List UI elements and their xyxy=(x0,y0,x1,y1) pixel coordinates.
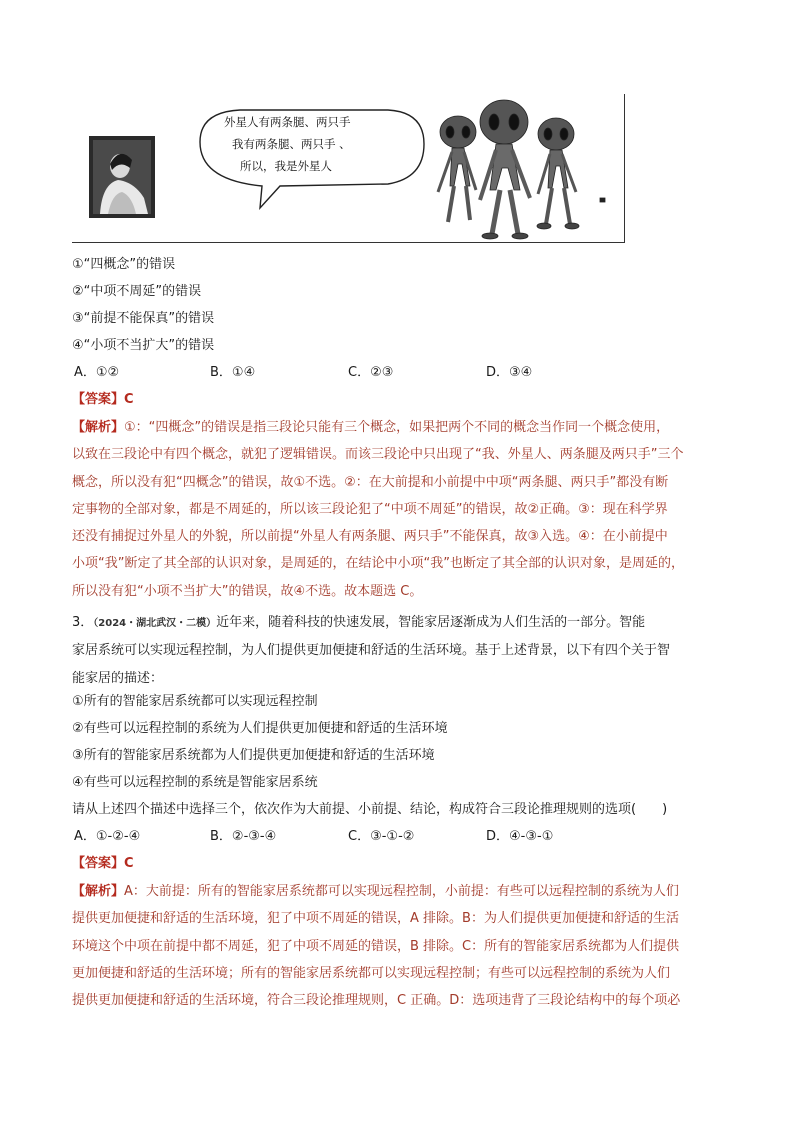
stem-line: 家居系统可以实现远程控制，为人们提供更加便捷和舒适的生活环境。基于上述背景，以下有四个关于智 xyxy=(72,643,671,659)
analysis-line: 提供更加便捷和舒适的生活环境，符合三段论推理规则，C 正确。D：选项违背了三段论结构中的每个项必 xyxy=(72,993,681,1009)
q2-item: ②“中项不周延”的错误 xyxy=(72,284,202,299)
q3-item: ②有些可以远程控制的系统为人们提供更加便捷和舒适的生活环境 xyxy=(72,721,448,736)
analysis-line: 以致在三段论中有四个概念，就犯了逻辑错误。而该三段论中只出现了“我、外星人、两条腿及两只手”三个 xyxy=(72,447,684,463)
q2-item: ④“小项不当扩大”的错误 xyxy=(72,338,215,353)
analysis-line: 小项“我”断定了其全部的认识对象，是周延的，在结论中小项“我”也断定了其全部的认识对象，是周延的， xyxy=(72,556,684,572)
option-d: D．④-③-① xyxy=(486,829,554,844)
analysis-line: ①：“四概念”的错误是指三段论只能有三个概念，如果把两个不同的概念当作同一个概念使用， xyxy=(124,420,670,435)
analysis-line: 提供更加便捷和舒适的生活环境，犯了中项不周延的错误，A 排除。B：为人们提供更加便捷和舒适的生活 xyxy=(72,911,679,927)
q3-item: ①所有的智能家居系统都可以实现远程控制 xyxy=(72,694,318,709)
option-b: B．②-③-④ xyxy=(210,829,277,844)
q3-analysis xyxy=(72,878,724,1014)
stem-line: 近年来，随着科技的快速发展，智能家居逐渐成为人们生活的一部分。智能 xyxy=(216,615,646,630)
person-photo xyxy=(89,136,155,218)
stem-line: 能家居的描述： xyxy=(72,670,164,686)
speech-line: 外星人有两条腿、两只手 xyxy=(224,115,351,129)
analysis-line: 所以没有犯“小项不当扩大”的错误，故④不选。故本题选 C。 xyxy=(72,583,423,599)
cartoon-figure xyxy=(72,94,625,243)
speech-line: 我有两条腿、两只手 、 xyxy=(232,137,351,151)
speech-line: 所以，我是外星人 xyxy=(240,159,332,173)
analysis-line: 更加便捷和舒适的生活环境；所有的智能家居系统都可以实现远程控制；有些可以远程控制的系统为人们 xyxy=(72,965,671,981)
question-number: 3． xyxy=(72,615,94,630)
q3-stem xyxy=(72,609,724,692)
aliens-illustration xyxy=(438,100,605,239)
analysis-line: 概念，所以没有犯“四概念”的错误，故①不选。②：在大前提和小前提中中项“两条腿、两只手”都没有断 xyxy=(72,474,669,490)
question-source: （2024・湖北武汉・二模） xyxy=(93,618,217,629)
q3-item: ④有些可以远程控制的系统是智能家居系统 xyxy=(72,775,318,790)
q3-question: 请从上述四个描述中选择三个，依次作为大前提、小前提、结论，构成符合三段论推理规则的选项( ) xyxy=(72,802,668,817)
analysis-line: 环境这个中项在前提中都不周延，犯了中项不周延的错误，B 排除。C：所有的智能家居系统都为人们提供 xyxy=(72,938,680,954)
option-d: D．③④ xyxy=(486,365,533,380)
q2-options xyxy=(72,360,672,386)
q2-item: ③“前提不能保真”的错误 xyxy=(72,311,215,326)
q2-item: ①“四概念”的错误 xyxy=(72,257,176,272)
option-b: B．①④ xyxy=(210,365,256,380)
option-c: C．③-①-② xyxy=(348,829,415,844)
analysis-label: 【解析】 xyxy=(72,884,125,899)
option-a: A．①② xyxy=(74,365,120,380)
analysis-line: 定事物的全部对象，都是不周延的，所以该三段论犯了“中项不周延”的错误，故②正确。③：现在科学界 xyxy=(72,501,668,517)
q3-options xyxy=(72,824,672,850)
q3-answer: 【答案】C xyxy=(72,856,134,871)
analysis-label: 【解析】 xyxy=(72,420,125,435)
q2-analysis xyxy=(72,414,724,605)
q2-answer: 【答案】C xyxy=(72,392,134,407)
q3-item: ③所有的智能家居系统都为人们提供更加便捷和舒适的生活环境 xyxy=(72,748,435,763)
analysis-line: A：大前提：所有的智能家居系统都可以实现远程控制，小前提：有些可以远程控制的系统为人们 xyxy=(124,884,679,899)
analysis-line: 还没有捕捉过外星人的外貌，所以前提“外星人有两条腿、两只手”不能保真，故③入选。④：在小前提中 xyxy=(72,529,668,545)
option-a: A．①-②-④ xyxy=(74,829,141,844)
option-c: C．②③ xyxy=(348,365,394,380)
